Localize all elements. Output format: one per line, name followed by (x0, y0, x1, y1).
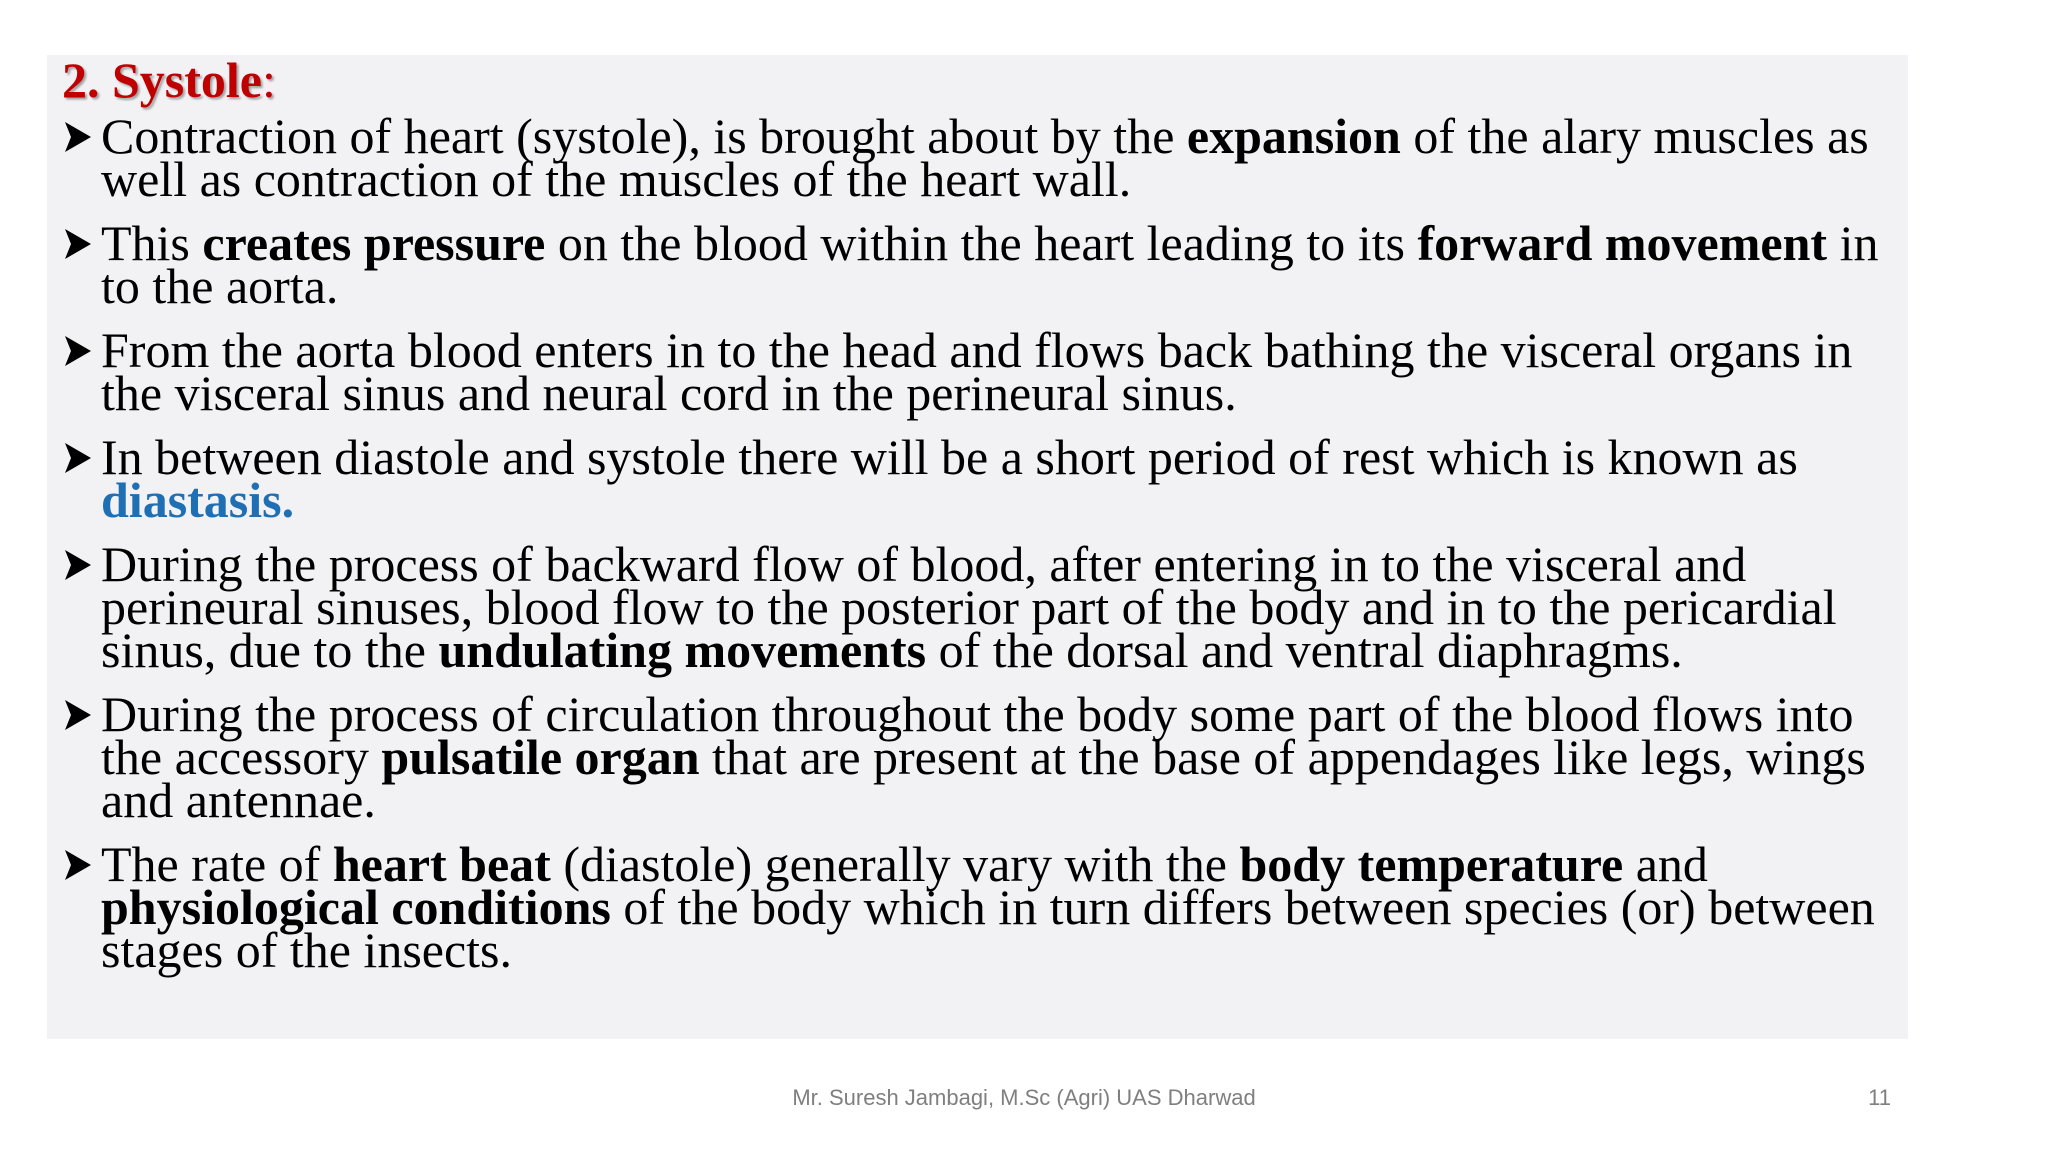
arrow-bullet-icon (62, 333, 94, 369)
bullet-text: in to the aorta. (101, 215, 1879, 314)
bullet-item-pressure (62, 215, 1902, 314)
highlight-term-diastasis: diastasis. (101, 472, 295, 528)
arrow-bullet-icon (62, 847, 94, 883)
bold-term-expansion: expansion (1186, 108, 1401, 164)
arrow-bullet-icon (62, 226, 94, 262)
bullet-text: of the body which in turn differs between species (or) between stages of the insects. (101, 879, 1875, 978)
page-number: 11 (1868, 1085, 1891, 1110)
bullet-text: (diastole) generally vary with the (550, 836, 1240, 892)
heading-text: 2. Systole (62, 52, 262, 108)
bullet-text: During the process of circulation throughout the body some part of the blood flows into the accessory (101, 686, 1854, 785)
bullet-text: During the process of backward flow of blood, after entering in to the visceral and perineural sinuses, blood flow to the posterior part of the body and in to the pericardial sinus, due to the (101, 536, 1837, 678)
bullet-text: of the alary muscles as well as contraction of the muscles of the heart wall. (101, 108, 1869, 207)
bullet-text: on the blood within the heart leading to its (545, 215, 1418, 271)
bold-term-heart-beat: heart beat (332, 836, 551, 892)
bullet-text: and (1623, 836, 1708, 892)
bullet-item-backward-flow (62, 536, 1902, 678)
heading-colon: : (262, 52, 276, 108)
bold-term-physiological-conditions: physiological conditions (101, 879, 611, 935)
bullet-text: The rate of (101, 836, 333, 892)
bullet-item-diastasis (62, 429, 1902, 528)
slide-heading (62, 50, 276, 110)
bullet-text: In between diastole and systole there will be a short period of rest which is known as (101, 429, 1798, 485)
bullet-item-circulation (62, 686, 1902, 828)
bold-term-undulating-movements: undulating movements (438, 622, 927, 678)
bold-term-body-temperature: body temperature (1239, 836, 1624, 892)
bullet-item-contraction (62, 108, 1902, 207)
bullet-text: From the aorta blood enters in to the head and flows back bathing the visceral organs in the visceral sinus and neural cord in the perineural sinus. (101, 322, 1853, 421)
bold-term-creates-pressure: creates pressure (202, 215, 546, 271)
arrow-bullet-icon (62, 119, 94, 155)
bullet-text: This (101, 215, 203, 271)
arrow-bullet-icon (62, 547, 94, 583)
bold-term-forward-movement: forward movement (1417, 215, 1828, 271)
arrow-bullet-icon (62, 440, 94, 476)
bold-term-pulsatile-organ: pulsatile organ (381, 729, 700, 785)
bullet-text: that are present at the base of appendages like legs, wings and antennae. (101, 729, 1866, 828)
arrow-bullet-icon (62, 697, 94, 733)
bullet-item-aorta (62, 322, 1902, 421)
bullet-text: Contraction of heart (systole), is brought about by the (101, 108, 1187, 164)
bullet-item-heart-rate (62, 836, 1902, 978)
bullet-text: of the dorsal and ventral diaphragms. (926, 622, 1683, 678)
slide-footer: Mr. Suresh Jambagi, M.Sc (Agri) UAS Dharwad (792, 1085, 1256, 1110)
bullet-list (62, 108, 1902, 993)
